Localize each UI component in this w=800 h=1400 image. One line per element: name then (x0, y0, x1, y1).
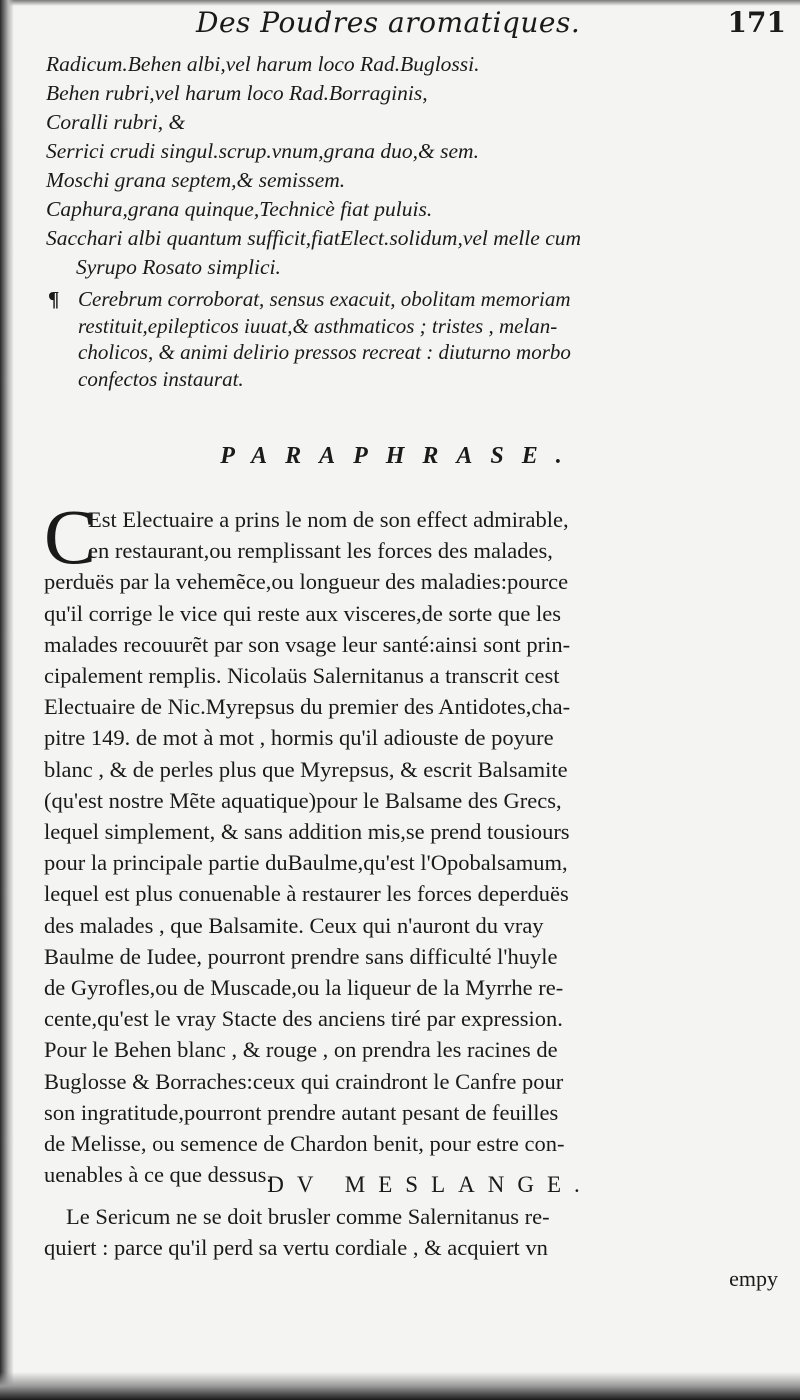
paraphrase-line: en restaurant,ou remplissant les forces des malades, (88, 538, 553, 564)
catchword: empy (729, 1266, 778, 1291)
recipe-line: Behen rubri,vel harum loco Rad.Borraginis, (46, 81, 428, 105)
melange-paragraph (44, 1201, 786, 1263)
virtue-line: Cerebrum corroborat, sensus exacuit, obolitam memoriam (78, 287, 571, 311)
paraphrase-line: blanc , & de perles plus que Myrepsus, & escrit Balsamite (44, 756, 568, 782)
paraphrase-line: Electuaire de Nic.Myrepsus du premier des Antidotes,cha- (44, 694, 571, 720)
melange-line: quiert : parce qu'il perd sa vertu cordiale , & acquiert vn (44, 1235, 548, 1260)
paraphrase-line: qu'il corrige le vice qui reste aux visceres,de sorte que les (44, 600, 561, 626)
recipe-line: Sacchari albi quantum sufficit,fiatElect.solidum,vel melle cum (46, 226, 582, 250)
page-header (190, 6, 786, 46)
paraphrase-line: son ingratitude,pourront prendre autant pesant de feuilles (44, 1099, 559, 1125)
recipe-line: Syrupo Rosato simplici. (76, 255, 281, 279)
paraphrase-line: cipalement remplis. Nicolaüs Salernitanus a transcrit cest (44, 663, 560, 689)
running-title: Des Poudres aromatiques. (196, 6, 581, 39)
paraphrase-line: pitre 149. de mot à mot , hormis qu'il adiouste de poyure (44, 725, 554, 751)
recipe-line: Coralli rubri, & (46, 110, 186, 134)
paraphrase-line: Est Electuaire a prins le nom de son effect admirable, (88, 507, 569, 532)
recipe-block (46, 50, 780, 282)
paraphrase-line: lequel simplement, & sans addition mis,se prend tousiours (44, 819, 570, 845)
paraphrase-line: Baulme de Iudee, pourront prendre sans difficulté l'huyle (44, 943, 558, 969)
page-bottom-shadow (0, 1372, 800, 1400)
paraphrase-line: malades recouurẽt par son vsage leur santé:ainsi sont prin- (44, 631, 571, 657)
page-number: 171 (727, 6, 786, 39)
paraphrase-line: de Melisse, ou semence de Chardon benit, pour estre con- (44, 1131, 565, 1157)
recipe-line: Serrici crudi singul.scrup.vnum,grana duo,& sem. (46, 139, 479, 163)
melange-line: Le Sericum ne se doit brusler comme Salernitanus re- (66, 1204, 550, 1229)
paraphrase-line: Buglosse & Borraches:ceux qui craindront le Canfre pour (44, 1068, 564, 1094)
virtue-line: cholicos, & animi delirio pressos recreat : diuturno morbo (78, 340, 571, 364)
paraphrase-line: de Gyrofles,ou de Muscade,ou la liqueur de la Myrrhe re- (44, 975, 564, 1001)
paraphrase-line: uenables à ce que dessus. (44, 1162, 273, 1188)
pilcrow-mark: ¶ (48, 287, 60, 311)
virtues-paragraph (48, 286, 786, 392)
paraphrase-paragraph (44, 493, 786, 1190)
recipe-line: Caphura,grana quinque,Technicè fiat puluis. (46, 197, 433, 221)
paraphrase-line: cente,qu'est le vray Stacte des anciens tiré par expression. (44, 1006, 563, 1032)
paraphrase-line: (qu'est nostre Mẽte aquatique)pour le Balsame des Grecs, (44, 787, 562, 813)
virtue-line: confectos instaurat. (78, 366, 244, 391)
recipe-line: Radicum.Behen albi,vel harum loco Rad.Buglossi. (46, 52, 480, 76)
paraphrase-line: des malades , que Balsamite. Ceux qui n'auront du vray (44, 912, 544, 938)
paraphrase-line: Pour le Behen blanc , & rouge , on prendra les racines de (44, 1037, 558, 1063)
recipe-line: Moschi grana septem,& semissem. (46, 168, 346, 192)
paraphrase-line: perduës par la vehemẽce,ou longueur des maladies:pource (44, 569, 569, 595)
paraphrase-line: lequel est plus conuenable à restaurer les forces deperduës (44, 881, 569, 907)
virtue-line: restituit,epilepticos iuuat,& asthmaticos ; tristes , melan- (78, 313, 558, 338)
subheading: DV MESLANGE. (267, 1172, 593, 1197)
section-heading: PARAPHRASE. (220, 443, 580, 469)
paraphrase-line: pour la principale partie duBaulme,qu'est l'Opobalsamum, (44, 850, 568, 876)
drop-cap: C (44, 493, 97, 580)
